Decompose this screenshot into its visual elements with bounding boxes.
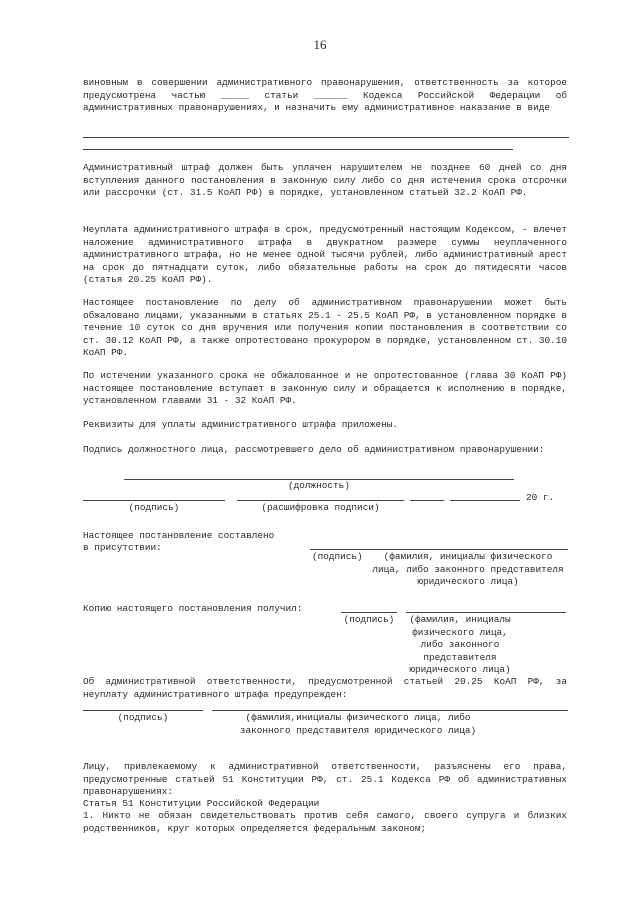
warned-signature-caption: (подпись) xyxy=(117,712,169,723)
paragraph-warned: Об административной ответственности, предусмотренной статьей 20.25 КоАП РФ, за неуплату административного штрафа предупрежден: xyxy=(83,676,567,700)
drawn-up-line-2: в присутствии: xyxy=(83,542,162,553)
paragraph-requisites: Реквизиты для уплаты административного штрафа приложены. xyxy=(83,419,399,430)
blank-line xyxy=(83,137,569,138)
drawn-up-line xyxy=(310,549,568,550)
copy-name-line xyxy=(406,612,566,613)
copy-signature-line xyxy=(341,612,397,613)
paragraph-guilty: виновным в совершении административного правонарушения, ответственность за которое предусмотрена частью _____ статьи ______ Кодекса Российской Федерации об административных правонарушениях, и назначить ему административное наказание в виде xyxy=(83,77,567,113)
month-line xyxy=(450,500,520,501)
copy-received-label: Копию настоящего постановления получил: xyxy=(83,603,303,614)
day-line xyxy=(410,500,444,501)
drawn-up-signature-caption: (подпись) xyxy=(312,551,363,562)
year-label: 20 г. xyxy=(526,492,555,503)
warned-name-caption: (фамилия,инициалы физического лица, либо законного представителя юридического лица) xyxy=(239,712,477,736)
page-number: 16 xyxy=(313,37,327,52)
paragraph-rights: Лицу, привлекаемому к административной ответственности, разъяснены его права, предусмотренные статьей 51 Конституции РФ, ст. 25.1 Кодекса РФ об административных правонарушениях: xyxy=(83,761,567,797)
warned-signature-line xyxy=(83,710,203,711)
signature-decode-caption: (расшифровка подписи) xyxy=(261,502,380,513)
paragraph-nonpayment: Неуплата административного штрафа в срок, предусмотренный настоящим Кодексом, - влечет наложение административного штрафа в двукратном размере суммы неуплаченного административного штрафа, но не менее одной тысячи рублей, либо административный арест на срок до пятнадцати суток, либо обязательные работы на срок до пятидесяти часов (статья 20.25 КоАП РФ). xyxy=(83,224,567,285)
copy-signature-caption: (подпись) xyxy=(343,614,395,625)
signature-decode-line xyxy=(237,500,404,501)
blank-line xyxy=(83,149,513,150)
signature-caption: (подпись) xyxy=(128,502,180,513)
drawn-up-line-1: Настоящее постановление составлено xyxy=(83,530,275,541)
article51-item-1: 1. Никто не обязан свидетельствовать против себя самого, своего супруга и близких родственников, круг которых определяется федеральным законом; xyxy=(83,810,567,834)
drawn-up-name-caption: (фамилия, инициалы физического лица, либо законного представителя юридического лица) xyxy=(372,551,564,587)
copy-name-caption: (фамилия, инициалы физического лица, либо законного представителя юридического лица) xyxy=(409,614,511,675)
warned-name-line xyxy=(212,710,568,711)
paragraph-appeal: Настоящее постановление по делу об административном правонарушении может быть обжаловано лицами, указанными в статьях 25.1 - 25.5 КоАП РФ, в установленном порядке в течение 10 суток со дня вручения или получения копии постановления в соответствии со ст. 30.12 КоАП РФ, а также опротестовано прокурором в порядке, установленном ст. 30.10 КоАП РФ. xyxy=(83,297,567,358)
paragraph-fine-due: Административный штраф должен быть уплачен нарушителем не позднее 60 дней со дня вступления данного постановления в законную силу либо со дня истечения срока отсрочки или рассрочки (ст. 31.5 КоАП РФ) в порядке, установленном статьей 32.2 КоАП РФ. xyxy=(83,162,567,198)
signature-line xyxy=(83,500,225,501)
position-caption: (должность) xyxy=(288,480,350,491)
paragraph-official-signature: Подпись должностного лица, рассмотревшего дело об административном правонарушении: xyxy=(83,444,545,455)
paragraph-entry-into-force: По истечении указанного срока не обжалованное и не опротестованное (глава 30 КоАП РФ) настоящее постановление вступает в законную силу и обращается к исполнению в порядке, установленном главами 31 - 32 КоАП РФ. xyxy=(83,370,567,406)
article51-title: Статья 51 Конституции Российской Федерации xyxy=(83,798,320,809)
